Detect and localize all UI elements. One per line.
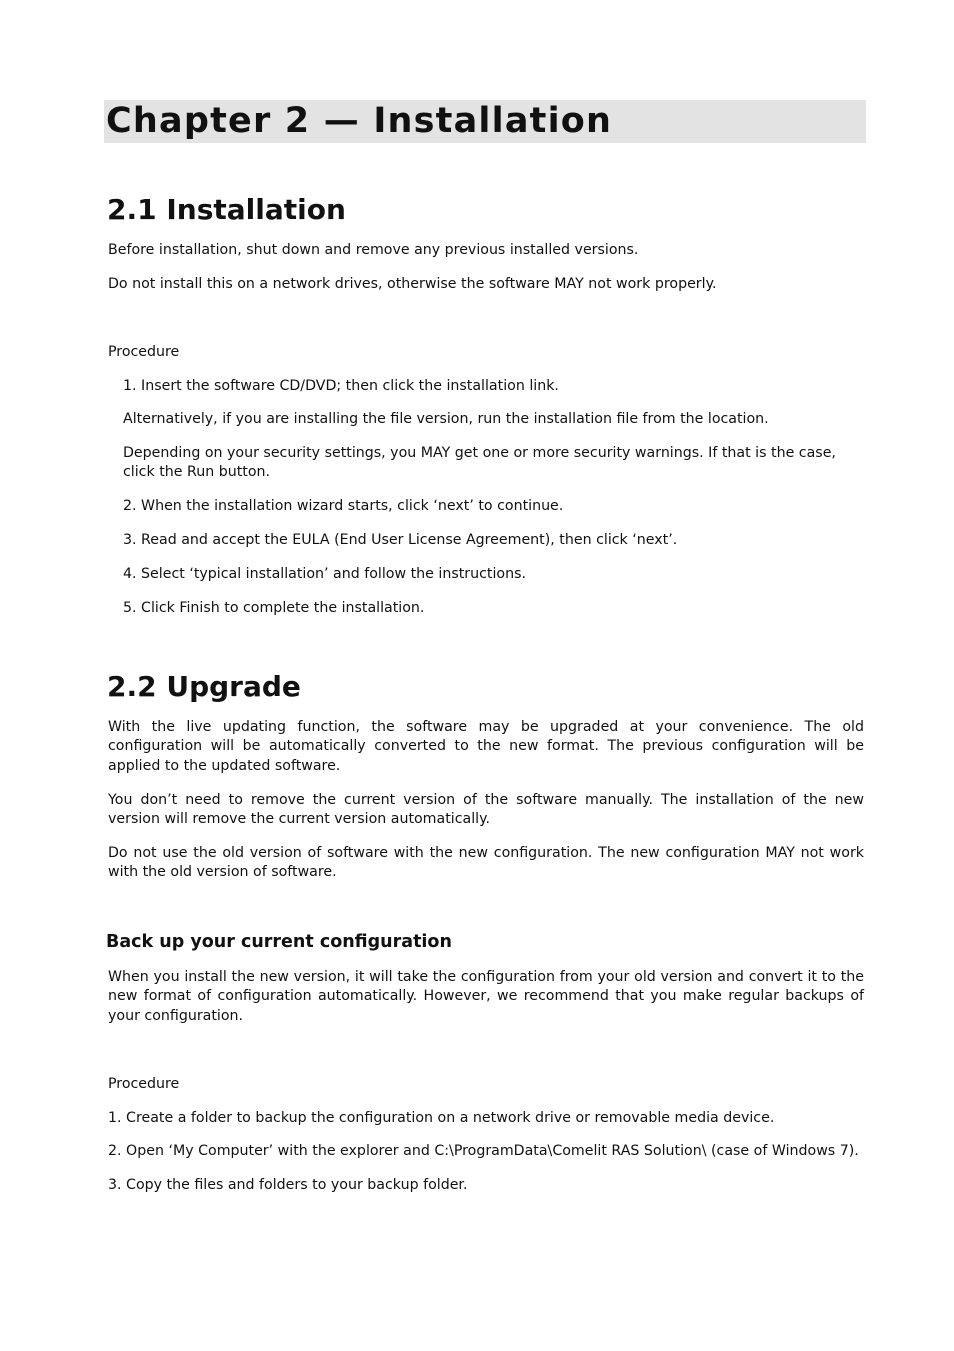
section-heading-upgrade: 2.2 Upgrade <box>107 670 301 703</box>
procedure-step: 4. Select ‘typical installation’ and follow the instructions. <box>123 566 526 582</box>
procedure-step: 5. Click Finish to complete the installation. <box>123 600 425 616</box>
procedure-step: Alternatively, if you are installing the file version, run the installation file from the location. <box>123 411 769 427</box>
procedure-label: Procedure <box>108 1076 180 1092</box>
procedure-step: 1. Insert the software CD/DVD; then click the installation link. <box>123 378 559 394</box>
procedure-step: Depending on your security settings, you MAY get one or more security warnings. If that is the case, click the Run button. <box>123 445 836 481</box>
paragraph: With the live updating function, the software may be upgraded at your convenience. The old configuration will be automatically converted to the new format. The previous configuration will be applied to the updated software. <box>108 719 864 774</box>
chapter-heading-bar <box>104 100 866 143</box>
section-heading-installation: 2.1 Installation <box>107 193 346 226</box>
subsection-heading-backup: Back up your current configuration <box>106 932 452 952</box>
paragraph: You don’t need to remove the current version of the software manually. The installation of the new version will remove the current version automatically. <box>108 792 864 828</box>
paragraph: Do not install this on a network drives, otherwise the software MAY not work properly. <box>108 276 717 292</box>
paragraph: Before installation, shut down and remove any previous installed versions. <box>108 242 639 258</box>
procedure-step: 3. Read and accept the EULA (End User License Agreement), then click ‘next’. <box>123 532 678 548</box>
procedure-step: 2. Open ‘My Computer’ with the explorer and C:\ProgramData\Comelit RAS Solution\ (case of Windows 7). <box>108 1143 859 1159</box>
paragraph: When you install the new version, it will take the configuration from your old version and convert it to the new format of configuration automatically. However, we recommend that you make regular backups of your configuration. <box>108 969 864 1024</box>
procedure-step: 1. Create a folder to backup the configuration on a network drive or removable media device. <box>108 1110 775 1126</box>
paragraph: Do not use the old version of software with the new configuration. The new configuration MAY not work with the old version of software. <box>108 845 864 881</box>
procedure-label: Procedure <box>108 344 180 360</box>
procedure-step: 2. When the installation wizard starts, click ‘next’ to continue. <box>123 498 564 514</box>
procedure-step: 3. Copy the files and folders to your backup folder. <box>108 1177 468 1193</box>
chapter-title: Chapter 2 — Installation <box>106 101 613 141</box>
